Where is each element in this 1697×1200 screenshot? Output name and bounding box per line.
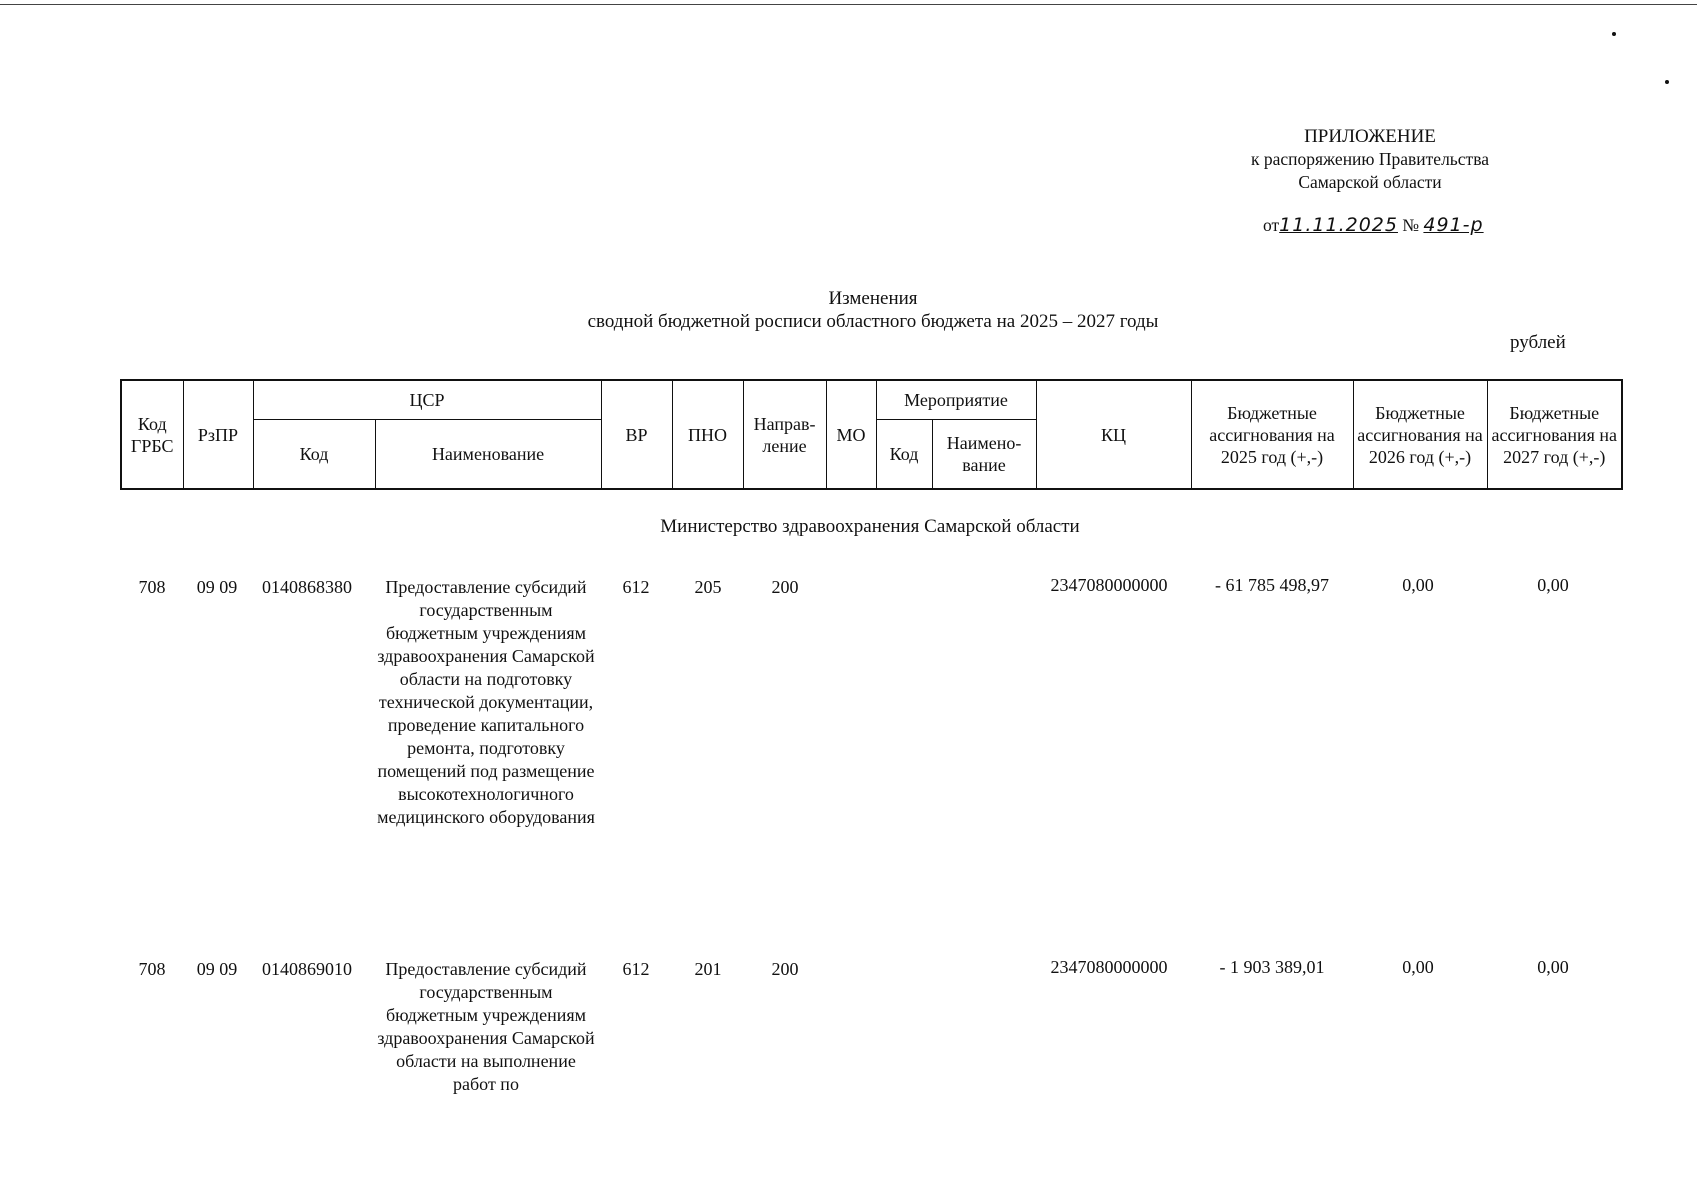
cell-a2025: - 61 785 498,97 (1215, 575, 1329, 595)
col-a2026: Бюджетные ассигнования на 2026 год (+,-) (1353, 380, 1487, 489)
appendix-line: Самарской области (1298, 172, 1442, 192)
appendix-line: к распоряжению Правительства (1250, 149, 1489, 169)
cell-a2027: 0,00 (1537, 575, 1569, 595)
title-line: Изменения (828, 288, 918, 309)
cell-name: Предоставление субсидий государственным бюджетным учреждениям здравоохранения Самарской области на выполнение работ по (377, 959, 595, 1094)
document-title (470, 287, 1276, 333)
col-event-code: Код (876, 420, 932, 490)
col-mo: МО (826, 380, 876, 489)
col-grbs: Код ГРБС (121, 380, 183, 489)
col-event-name: Наимено-вание (932, 420, 1036, 490)
col-csr-code: Код (253, 420, 375, 490)
appendix-title: ПРИЛОЖЕНИЕ (1304, 126, 1436, 147)
cell-csr: 0140869010 (262, 959, 352, 979)
cell-direction: 200 (771, 577, 799, 597)
cell-a2026: 0,00 (1402, 575, 1434, 595)
cell-rzpr: 09 09 (196, 577, 238, 597)
col-csr-name: Наименование (375, 420, 601, 490)
cell-csr: 0140868380 (262, 577, 352, 597)
cell-grbs: 708 (138, 577, 166, 597)
col-kc: КЦ (1036, 380, 1191, 489)
cell-grbs: 708 (138, 959, 166, 979)
handwritten-number: 491-р (1423, 214, 1484, 236)
cell-a2027: 0,00 (1537, 957, 1569, 977)
units-label: рублей (1510, 332, 1566, 353)
cell-rzpr: 09 09 (196, 959, 238, 979)
cell-pno: 205 (694, 577, 722, 597)
scan-speck (1665, 80, 1669, 84)
cell-a2026: 0,00 (1402, 957, 1434, 977)
top-scan-border (0, 4, 1697, 5)
title-line: сводной бюджетной росписи областного бюджета на 2025 – 2027 годы (587, 311, 1159, 332)
date-prefix: от (1263, 215, 1280, 235)
cell-pno: 201 (694, 959, 722, 979)
col-csr: ЦСР (253, 380, 601, 420)
order-reference (1263, 214, 1484, 236)
cell-a2025: - 1 903 389,01 (1219, 957, 1325, 977)
number-prefix: № (1402, 215, 1420, 235)
table-header (120, 379, 1623, 490)
col-vr: ВР (601, 380, 672, 489)
col-pno: ПНО (672, 380, 743, 489)
handwritten-date: 11.11.2025 (1279, 214, 1398, 236)
cell-vr: 612 (622, 577, 650, 597)
cell-kc: 2347080000000 (1050, 575, 1168, 595)
appendix-block (1220, 125, 1520, 194)
cell-vr: 612 (622, 959, 650, 979)
col-rzpr: РзПР (183, 380, 253, 489)
cell-name: Предоставление субсидий государственным бюджетным учреждениям здравоохранения Самарской области на подготовку технической документации, проведение капитального ремонта, подготовку помещений под размещение высокотехнологичного медицинского оборудования (377, 577, 595, 827)
cell-kc: 2347080000000 (1050, 957, 1168, 977)
section-title: Министерство здравоохранения Самарской области (660, 516, 1080, 537)
cell-direction: 200 (771, 959, 799, 979)
scan-speck (1612, 32, 1616, 36)
col-direction: Направ-ление (743, 380, 826, 489)
col-event: Мероприятие (876, 380, 1036, 420)
col-a2025: Бюджетные ассигнования на 2025 год (+,-) (1191, 380, 1353, 489)
col-a2027: Бюджетные ассигнования на 2027 год (+,-) (1487, 380, 1622, 489)
